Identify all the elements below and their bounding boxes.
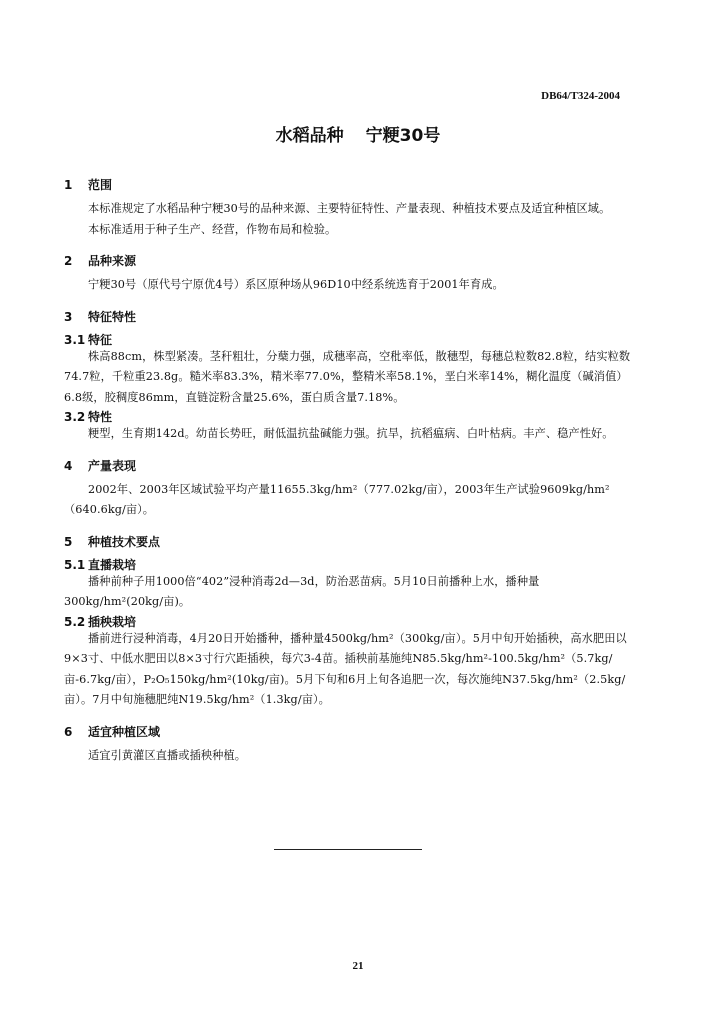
- paragraph: 本标准适用于种子生产、经营，作物布局和检验。: [88, 222, 337, 236]
- subsection-heading-traits: [64, 408, 636, 424]
- subsection-title: 特征: [88, 332, 113, 347]
- subsection-number: 5.1: [64, 557, 86, 572]
- document-body: [64, 176, 636, 766]
- title-part-1: 水稻品种: [275, 126, 344, 146]
- section-number: 3: [64, 309, 73, 324]
- section-heading-scope: [64, 176, 636, 192]
- subsection-title: 直播栽培: [88, 557, 137, 572]
- section-heading-source: [64, 252, 636, 268]
- paragraph: 株高88cm，株型紧凑。茎秆粗壮，分蘖力强，成穗率高，空秕率低，散穗型，每穗总粒数82.8粒，结实粒数74.7粒，千粒重23.8g。糙米率83.3%，精米率77.0%，整精米率58.1%，垩白米率14%，糊化温度（碱消值）6.8级，胶稠度86mm，直链淀粉含量25.6%，蛋白质含量7.18%。: [64, 349, 631, 404]
- section-title: 种植技术要点: [88, 534, 161, 549]
- section-heading-cultivation: [64, 533, 636, 549]
- subsection-title: 特性: [88, 410, 113, 424]
- document-title: [0, 121, 716, 146]
- subsection-heading-features: [64, 331, 636, 347]
- section-number: 1: [64, 178, 73, 192]
- subsection-number: 5.2: [64, 614, 86, 629]
- end-rule: [274, 849, 422, 850]
- paragraph: 宁粳30号（原代号宁原优4号）系区原种场从96D10中经系统选育于2001年育成。: [88, 278, 504, 291]
- section-title: 特征特性: [88, 309, 137, 324]
- section-number: 4: [64, 458, 73, 473]
- paragraph: 播种前种子用1000倍“402”浸种消毒2d—3d，防治恶苗病。5月10日前播种上水，播种量300kg/hm²(20kg/亩)。: [64, 574, 540, 608]
- section-title: 产量表现: [88, 458, 137, 473]
- section-title: 适宜种植区域: [88, 724, 161, 739]
- subsection-number: 3.1: [64, 332, 86, 347]
- section-title: 品种来源: [88, 254, 137, 268]
- subsection-number: 3.2: [64, 410, 86, 424]
- section-title: 范围: [88, 178, 113, 192]
- subsection-heading-transplanting: [64, 613, 636, 629]
- paragraph: 播前进行浸种消毒，4月20日开始播种，播种量4500kg/hm²（300kg/亩）。5月中旬开始插秧，高水肥田以9×3寸、中低水肥田以8×3寸行穴距插秧，每穴3-4苗。插秧前基施纯N85.5kg/hm²-100.5kg/hm²（5.7kg/亩-6.7kg/亩），P₂O₅150kg/hm²(10kg/亩)。5月下旬和6月上旬各追肥一次，每次施纯N37.5kg/hm²（2.5kg/亩）。7月中旬施穗肥纯N19.5kg/hm²（1.3kg/亩）。: [64, 631, 627, 706]
- subsection-title: 插秧栽培: [88, 614, 137, 629]
- title-part-2: 宁粳30号: [365, 126, 441, 146]
- paragraph: 粳型，生育期142d。幼苗长势旺，耐低温抗盐碱能力强。抗旱，抗稻瘟病、白叶枯病。丰产、稳产性好。: [88, 427, 614, 440]
- section-heading-region: [64, 723, 636, 739]
- paragraph: 2002年、2003年区域试验平均产量11655.3kg/hm²（777.02kg/亩），2003年生产试验9609kg/hm²（640.6kg/亩）。: [64, 482, 610, 516]
- standard-code: DB64/T324-2004: [541, 90, 620, 102]
- section-number: 5: [64, 534, 73, 549]
- section-heading-characteristics: [64, 308, 636, 324]
- paragraph: 适宜引黄灌区直播或插秧种植。: [88, 748, 247, 762]
- paragraph: 本标准规定了水稻品种宁粳30号的品种来源、主要特征特性、产量表现、种植技术要点及适宜种植区域。: [88, 202, 611, 215]
- subsection-heading-direct-seeding: [64, 556, 636, 572]
- section-heading-yield: [64, 457, 636, 473]
- section-number: 2: [64, 254, 73, 268]
- page-number: 21: [352, 960, 364, 972]
- section-number: 6: [64, 724, 73, 739]
